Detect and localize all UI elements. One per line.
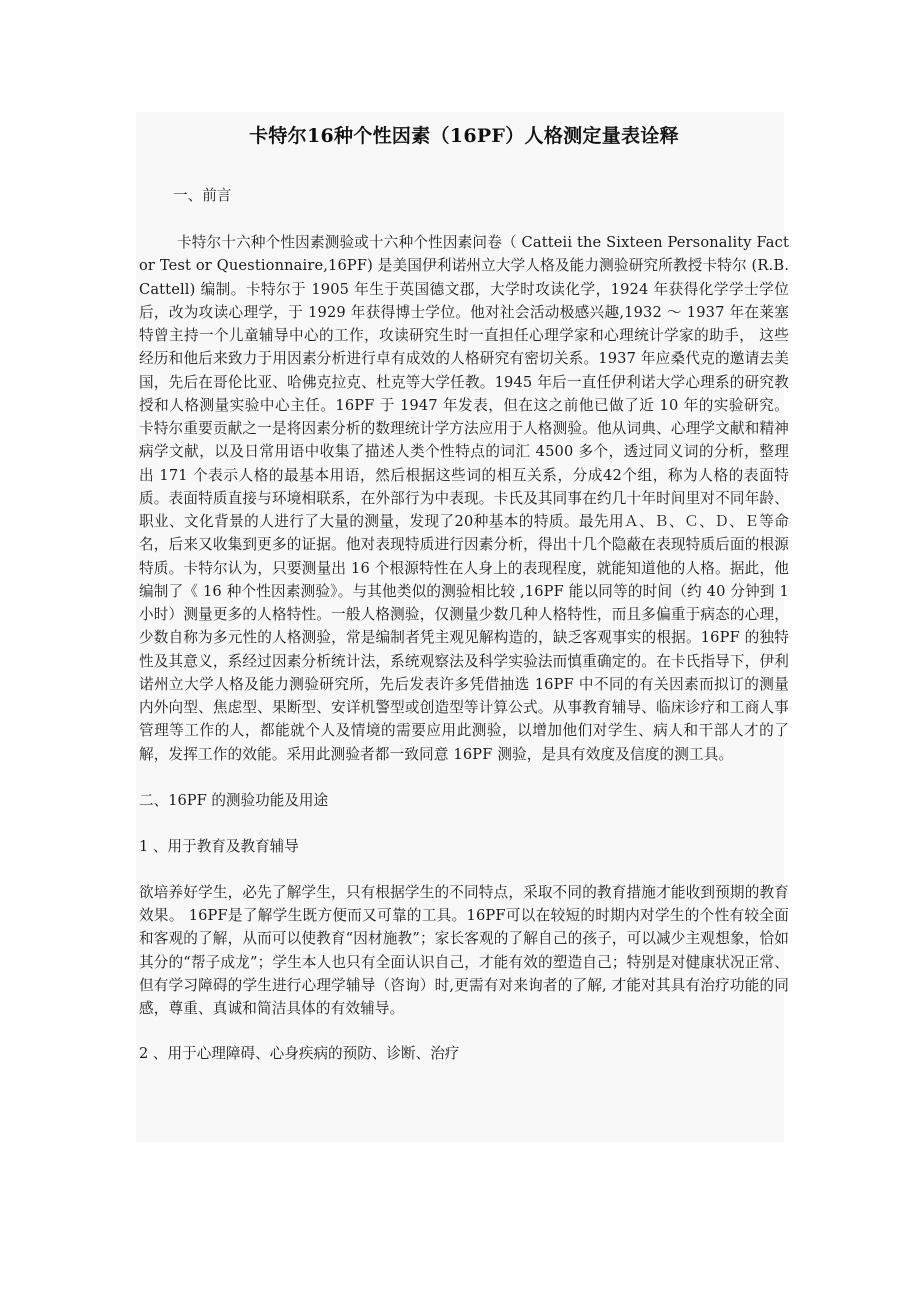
section-heading-preface: 一、前言 xyxy=(173,187,232,204)
section-heading-functions: 二、16PF 的测验功能及用途 xyxy=(139,791,329,809)
subsection-heading-education: 1 、用于教育及教育辅导 xyxy=(139,837,299,855)
preface-paragraph: 卡特尔十六种个性因素测验或十六种个性因素问卷（ Catteii the Sixteen Personality Factor Test or Questionnaire,16PF) 是美国伊利诺州立大学人格及能力测验研究所教授卡特尔 (R.B.Cattell) 编制。卡特尔于 1905 年生于英国德文郡，大学时攻读化学，1924 年获得化学学士学位后，改为攻读心理学，于 1929 年获得博士学位。他对社会活动极感兴趣,1932 ～ 1937 年在莱塞特曾主持一个儿童辅导中心的工作，攻读研究生时一直担任心理学家和心理统计学家的助手， 这些经历和他后来致力于用因素分析进行卓有成效的人格研究有密切关系。1937 年应桑代克的邀请去美国，先后在哥伦比亚、哈佛克拉克、杜克等大学任教。1945 年后一直任伊利诺大学心理系的研究教授和人格测量实验中心主任。16PF 于 1947 年发表，但在这之前他已做了近 10 年的实验研究。卡特尔重要贡献之一是将因素分析的数理统计学方法应用于人格测验。他从词典、心理学文献和精神病学文献，以及日常用语中收集了描述人类个性特点的词汇 4500 多个，透过同义词的分析，整理出 171 个表示人格的最基本用语，然后根据这些词的相互关系，分成42个组，称为人格的表面特质。表面特质直接与环境相联系，在外部行为中表现。卡氏及其同事在约几十年时间里对不同年龄、职业、文化背景的人进行了大量的测量，发现了20种基本的特质。最先用Ａ、Ｂ、Ｃ、Ｄ、Ｅ等命名，后来又收集到更多的证据。他对表现特质进行因素分析，得出十几个隐蔽在表现特质后面的根源特质。卡特尔认为，只要测量出 16 个根源特性在人身上的表现程度，就能知道他的人格。据此，他编制了《 16 种个性因素测验》。与其他类似的测验相比较 ,16PF 能以同等的时间（约 40 分钟到 1 小时）测量更多的人格特性。一般人格测验，仅测量少数几种人格特性，而且多偏重于病态的心理，少数自称为多元性的人格测验，常是编制者凭主观见解构造的，缺乏客观事实的根据。16PF 的独特性及其意义，系经过因素分析统计法，系统观察法及科学实验法而慎重确定的。在卡氏指导下，伊利诺州立大学人格及能力测验研究所，先后发表许多凭借抽选 16PF 中不同的有关因素而拟订的测量内外向型、焦虑型、果断型、安详机警型或创造型等计算公式。从事教育辅导、临床诊疗和工商人事管理等工作的人，都能就个人及情境的需要应用此测验，以增加他们对学生、病人和干部人才的了解，发挥工作的效能。采用此测验者都一致同意 16PF 测验，是具有效度及信度的测工具。 xyxy=(139,234,789,763)
document-title: 卡特尔16种个性因素（16PF）人格测定量表诠释 xyxy=(249,125,679,147)
document-body xyxy=(139,118,789,1066)
education-paragraph: 欲培养好学生，必先了解学生，只有根据学生的不同特点，采取不同的教育措施才能收到预期的教育效果。 16PF是了解学生既方便而又可靠的工具。16PF可以在较短的时期内对学生的个性有较全面和客观的了解，从而可以使教育“因材施教”；家长客观的了解自己的孩子，可以减少主观想象，恰如其分的“帮子成龙”；学生本人也只有全面认识自己，才能有效的塑造自己；特别是对健康状况正常、但有学习障碍的学生进行心理学辅导（咨询）时,更需有对来询者的了解, 才能对其具有治疗功能的同感，尊重、真诚和简洁具体的有效辅导。 xyxy=(139,883,789,1017)
subsection-heading-psychological: 2 、用于心理障碍、心身疾病的预防、诊断、治疗 xyxy=(139,1045,460,1063)
